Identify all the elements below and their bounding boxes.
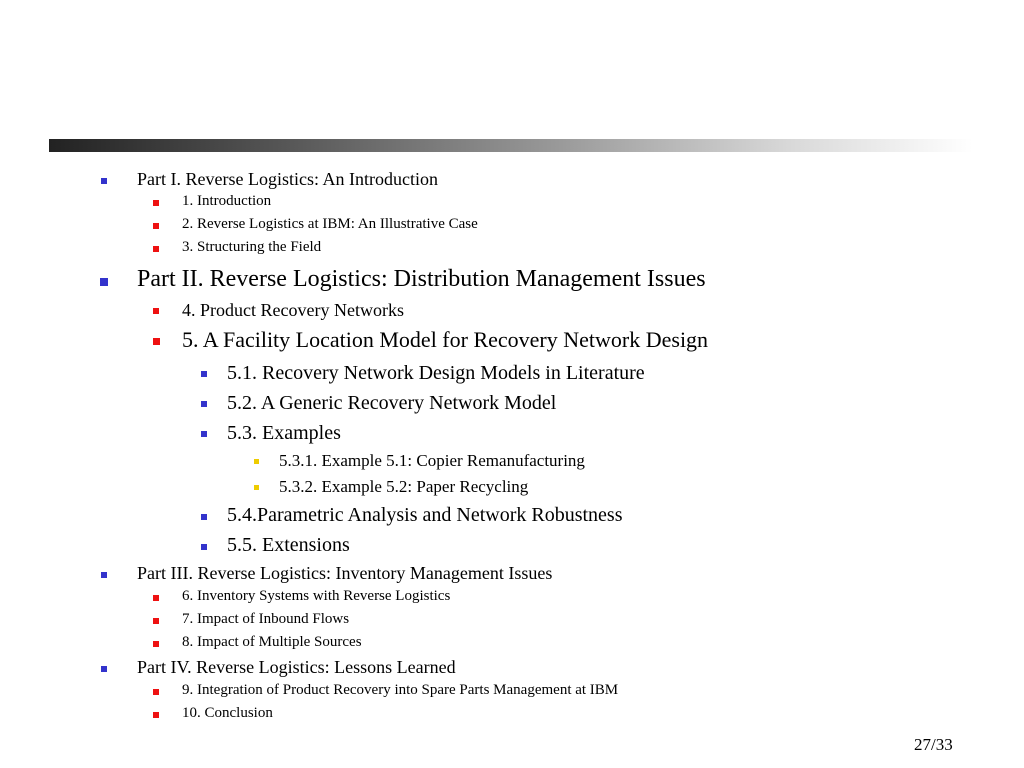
bullet-square-icon: [201, 401, 207, 407]
page-number: 27/33: [914, 735, 953, 754]
bullet-square-icon: [201, 514, 207, 520]
outline-item-sec-5-3: 5.3. Examples: [227, 422, 341, 444]
bullet-square-icon: [153, 689, 159, 695]
header-gradient-bar: [49, 139, 973, 152]
outline-item-ch-8: 8. Impact of Multiple Sources: [182, 634, 362, 650]
bullet-square-icon: [153, 223, 159, 229]
bullet-square-icon: [153, 595, 159, 601]
outline-item-part-3: Part III. Reverse Logistics: Inventory Management Issues: [137, 563, 553, 583]
outline-item-sec-5-4: 5.4.Parametric Analysis and Network Robustness: [227, 504, 623, 526]
bullet-square-icon: [153, 338, 160, 345]
outline-item-ch-4: 4. Product Recovery Networks: [182, 300, 404, 320]
bullet-square-icon: [101, 666, 107, 672]
bullet-square-icon: [254, 485, 259, 490]
bullet-square-icon: [201, 371, 207, 377]
bullet-square-icon: [153, 246, 159, 252]
outline-item-ch-7: 7. Impact of Inbound Flows: [182, 611, 350, 627]
bullet-square-icon: [201, 431, 207, 437]
outline-item-part-2: Part II. Reverse Logistics: Distribution Management Issues: [137, 266, 706, 292]
bullet-square-icon: [101, 178, 107, 184]
outline-item-ch-2: 2. Reverse Logistics at IBM: An Illustrative Case: [182, 216, 478, 232]
bullet-square-icon: [153, 200, 159, 206]
bullet-square-icon: [153, 712, 159, 718]
bullet-square-icon: [254, 459, 259, 464]
outline-item-ch-5: 5. A Facility Location Model for Recovery Network Design: [182, 327, 709, 352]
outline-item-part-1: Part I. Reverse Logistics: An Introduction: [137, 169, 438, 189]
bullet-square-icon: [101, 572, 107, 578]
outline-item-ch-3: 3. Structuring the Field: [182, 239, 322, 255]
bullet-square-icon: [153, 618, 159, 624]
outline-item-ch-10: 10. Conclusion: [182, 705, 273, 721]
outline-item-sub-5-3-2: 5.3.2. Example 5.2: Paper Recycling: [279, 477, 529, 496]
bullet-square-icon: [153, 641, 159, 647]
outline-item-part-4: Part IV. Reverse Logistics: Lessons Learned: [137, 657, 456, 677]
outline-item-sec-5-5: 5.5. Extensions: [227, 534, 350, 556]
bullet-square-icon: [153, 308, 159, 314]
bullet-square-icon: [100, 278, 108, 286]
outline-item-ch-6: 6. Inventory Systems with Reverse Logistics: [182, 588, 451, 604]
outline-item-sec-5-2: 5.2. A Generic Recovery Network Model: [227, 392, 557, 414]
outline-item-ch-9: 9. Integration of Product Recovery into Spare Parts Management at IBM: [182, 682, 619, 698]
bullet-square-icon: [201, 544, 207, 550]
outline-item-ch-1: 1. Introduction: [182, 193, 272, 209]
outline-item-sub-5-3-1: 5.3.1. Example 5.1: Copier Remanufacturing: [279, 451, 585, 470]
outline-item-sec-5-1: 5.1. Recovery Network Design Models in Literature: [227, 362, 645, 384]
